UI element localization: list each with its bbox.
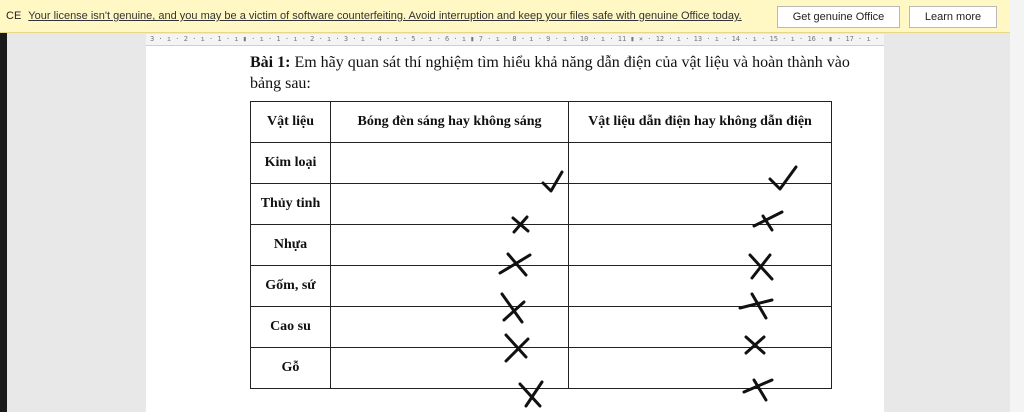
conductor-cross-mark xyxy=(569,307,832,348)
table-header-row xyxy=(251,102,832,143)
header-conductor: Vật liệu dẫn điện hay không dẫn điện xyxy=(569,102,832,143)
bulb-cross-mark xyxy=(331,266,569,307)
horizontal-ruler[interactable] xyxy=(146,34,884,46)
license-warning-message[interactable]: Your license isn't genuine, and you may be a victim of software counterfeiting. Avoid interruption and keep your files safe with genuine Office today. xyxy=(28,10,742,22)
learn-more-button[interactable]: Learn more xyxy=(909,6,997,28)
license-warning-bar xyxy=(0,0,1010,33)
bulb-cross-mark xyxy=(331,307,569,348)
conductor-cross-mark xyxy=(569,225,832,266)
bulb-cross-mark xyxy=(331,348,569,389)
material-cell: Gỗ xyxy=(251,348,331,389)
conductivity-table xyxy=(250,101,832,389)
table-row xyxy=(251,348,832,389)
warning-tag: CE xyxy=(6,10,22,22)
header-material: Vật liệu xyxy=(251,102,331,143)
conductor-cross-mark xyxy=(569,184,832,225)
left-edge xyxy=(0,33,7,412)
bulb-cross-mark xyxy=(331,184,569,225)
material-cell: Gốm, sứ xyxy=(251,266,331,307)
ruler-ticks: 3 · ı · 2 · ı · 1 · ı ▮ · ı · 1 · ı · 2 · ı · 3 · ı · 4 · ı · 5 · ı · 6 · ı ▮ 7 · ı · 8 · ı · 9 · ı · 10 · ı · 11 ▮ ⨯ · 12 · ı · 13 · ı · 14 · ı · 15 · ı · 16 · ▮ · 17 · ı · xyxy=(150,35,880,43)
table-row xyxy=(251,225,832,266)
material-cell: Cao su xyxy=(251,307,331,348)
conductor-cross-mark xyxy=(569,266,832,307)
document-page[interactable] xyxy=(146,46,884,412)
table-row xyxy=(251,184,832,225)
right-edge xyxy=(1010,0,1024,412)
table-row xyxy=(251,266,832,307)
exercise-label: Bài 1: xyxy=(250,54,291,71)
bulb-check-mark xyxy=(331,143,569,184)
table-row xyxy=(251,143,832,184)
material-cell: Nhựa xyxy=(251,225,331,266)
bulb-cross-mark xyxy=(331,225,569,266)
exercise-text: Em hãy quan sát thí nghiệm tìm hiểu khả năng dẫn điện của vật liệu và hoàn thành vào bảng sau: xyxy=(250,54,850,92)
material-cell: Kim loại xyxy=(251,143,331,184)
header-bulb: Bóng đèn sáng hay không sáng xyxy=(331,102,569,143)
material-cell: Thủy tinh xyxy=(251,184,331,225)
exercise-paragraph xyxy=(250,52,850,94)
conductor-cross-mark xyxy=(569,348,832,389)
get-genuine-office-button[interactable]: Get genuine Office xyxy=(777,6,900,28)
conductor-check-mark xyxy=(569,143,832,184)
table-row xyxy=(251,307,832,348)
